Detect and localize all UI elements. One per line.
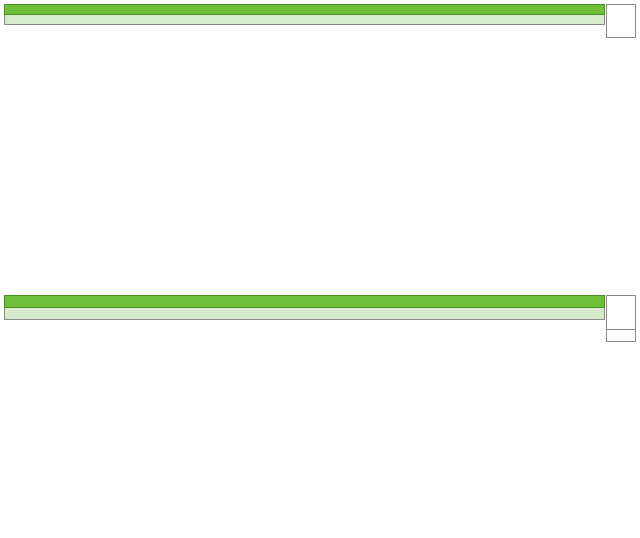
refund-rate-table bbox=[4, 4, 605, 25]
usd-refund-table bbox=[4, 295, 605, 320]
commission-header bbox=[607, 5, 636, 38]
age-label bbox=[5, 15, 605, 25]
commission-column bbox=[606, 4, 636, 38]
table-band-title bbox=[5, 5, 605, 15]
usd-commission-column bbox=[606, 295, 636, 342]
usd-band-title bbox=[5, 296, 605, 308]
usd-commission-value bbox=[607, 330, 636, 342]
usd-commission-header bbox=[607, 296, 636, 330]
usd-age-label bbox=[5, 308, 605, 320]
